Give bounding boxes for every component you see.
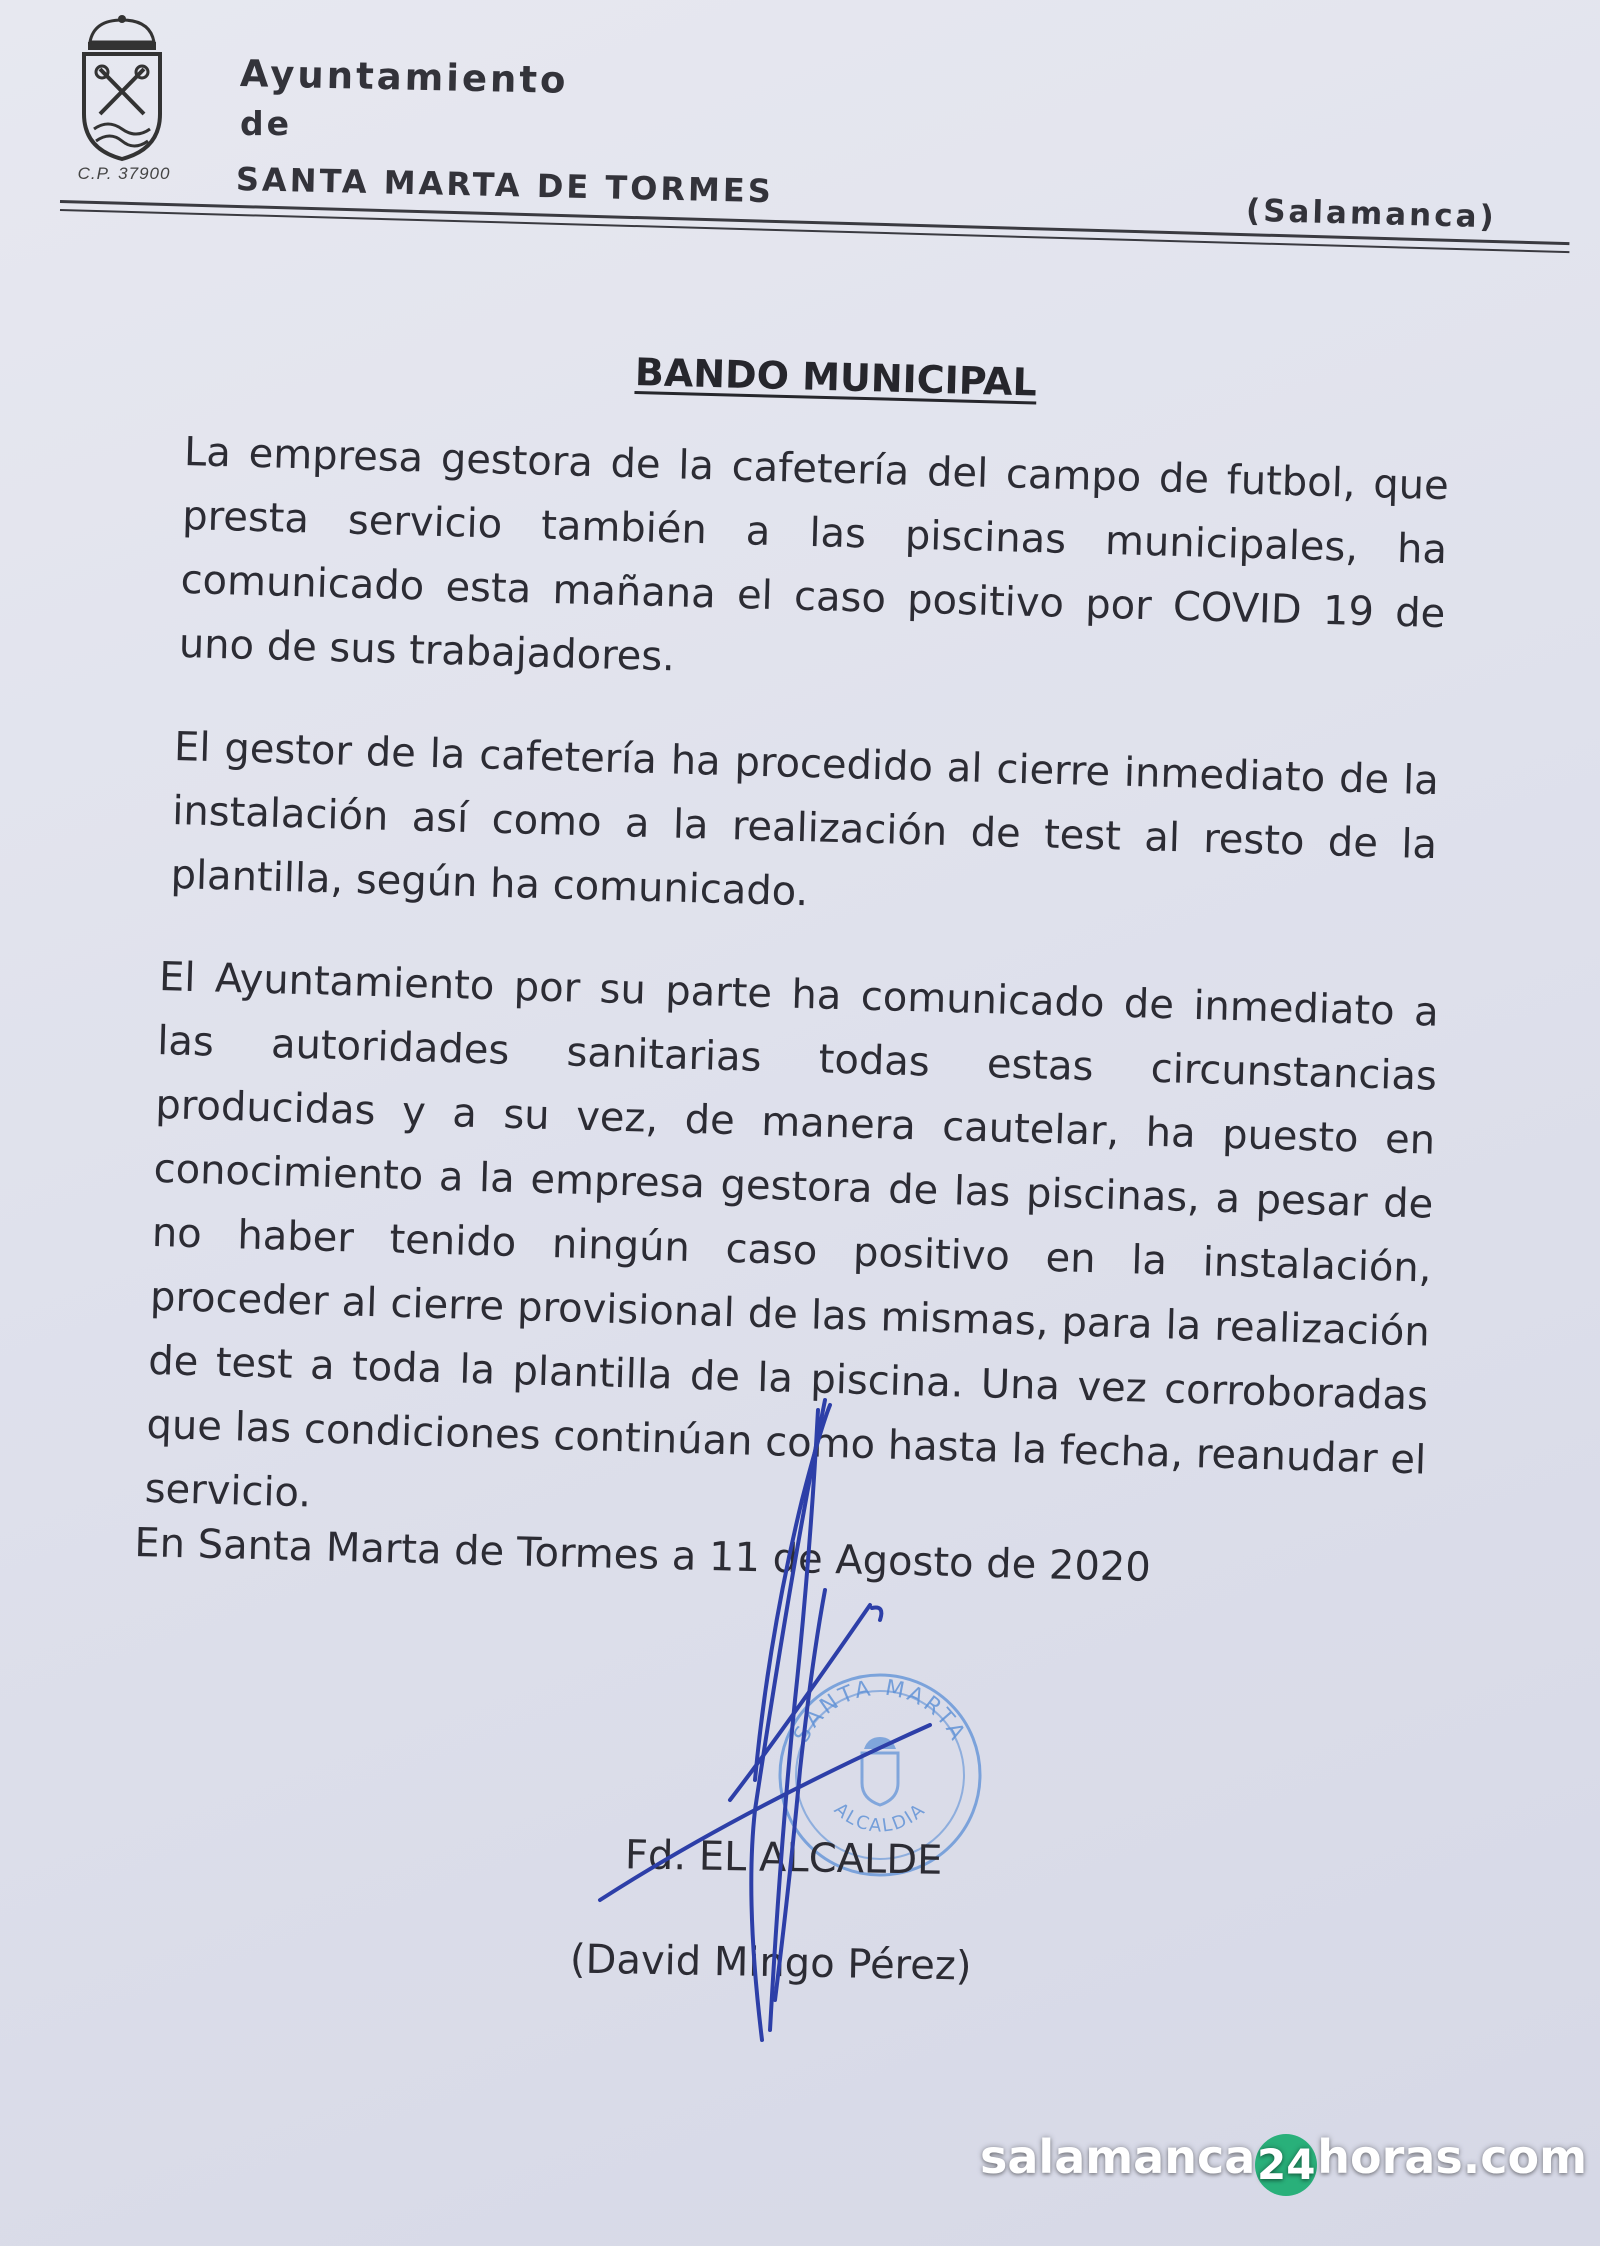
handwritten-signature	[580, 1380, 980, 2080]
document-title: BANDO MUNICIPAL	[634, 350, 1038, 405]
signer-title: Fd. EL ALCALDE	[624, 1832, 943, 1884]
paragraph-1: La empresa gestora de la cafetería del campo de futbol, que presta servicio también a las piscinas municipales, ha comunicado esta mañana el caso positivo por COVID 19 de uno de sus trabajadores.	[178, 428, 1450, 681]
province-label: (Salamanca)	[1245, 192, 1498, 236]
org-name-line-2: de	[240, 104, 293, 143]
org-name-line-1: Ayuntamiento	[239, 52, 569, 102]
postal-code: C.P. 37900	[77, 164, 171, 183]
place-date-line: En Santa Marta de Tormes a 11 de Agosto de 2020	[133, 1520, 1152, 1591]
stamp-bottom-text: ALCALDIA	[829, 1798, 931, 1837]
org-name-line-3: SANTA MARTA DE TORMES	[235, 160, 775, 211]
municipal-crest-icon	[72, 14, 172, 164]
signer-name: (David Mingo Pérez)	[569, 1936, 972, 1990]
stamp-top-text: SANTA MARTA	[789, 1675, 971, 1747]
watermark-prefix: salamanca	[980, 2130, 1256, 2184]
paragraph-2: El gestor de la cafetería ha procedido al cierre inmediato de la instalación así como a la realización de test al resto de la plantilla, según ha comunicado.	[170, 723, 1440, 916]
publisher-watermark	[980, 2130, 1587, 2196]
watermark-number-badge: 24	[1255, 2134, 1317, 2196]
watermark-suffix: horas.com	[1317, 2130, 1587, 2184]
paragraph-3: El Ayuntamiento por su parte ha comunicado de inmediato a las autoridades sanitarias todas estas circunstancias producidas y a su vez, de manera cautelar, ha puesto en conocimiento a la empresa gestora de las piscinas, a pesar de no haber tenido ningún caso positivo en la instalación, proceder al cierre provisional de las mismas, para la realización de test a toda la plantilla de la piscina. Una vez corroboradas que las condiciones continúan como hasta la fecha, reanudar el servicio.	[144, 953, 1440, 1517]
